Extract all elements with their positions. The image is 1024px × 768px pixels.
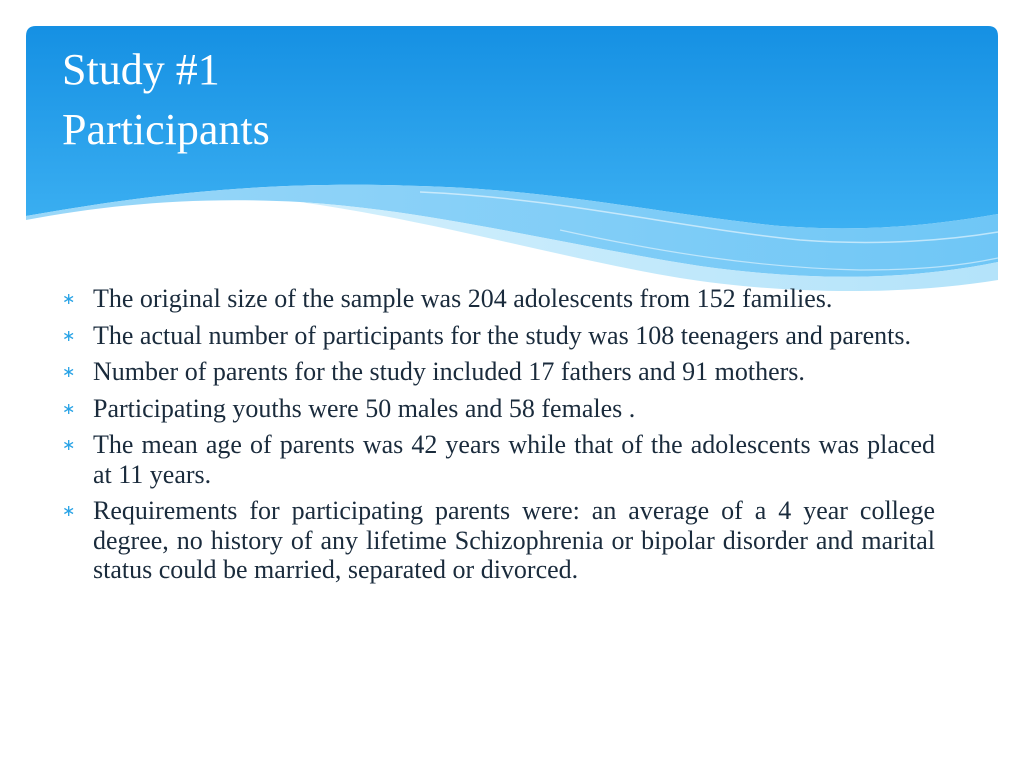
asterisk-bullet-icon: ∗	[62, 362, 76, 381]
title-line-2: Participants	[62, 105, 270, 154]
bullet-text: The original size of the sample was 204 adolescents from 152 families.	[93, 284, 833, 313]
bullet-text: The actual number of participants for the study was 108 teenagers and parents.	[93, 320, 911, 350]
bullet-item	[62, 321, 935, 351]
asterisk-bullet-icon: ∗	[62, 435, 76, 454]
bullet-text: Number of parents for the study included 17 fathers and 91 mothers.	[93, 357, 805, 386]
asterisk-bullet-icon: ∗	[62, 398, 76, 418]
bullet-text: The mean age of parents was 42 years while that of the adolescents was placed at 11 years.	[93, 430, 935, 489]
bullet-item	[62, 430, 935, 489]
title-line-1: Study #1	[62, 45, 220, 94]
asterisk-bullet-icon: ∗	[62, 501, 76, 520]
bullet-text: Requirements for participating parents were: an average of a 4 year college degree, no history of any lifetime Schizophrenia or bipolar disorder and marital status could be married, separated or divorced.	[93, 496, 935, 584]
bullet-item	[62, 496, 935, 585]
bullet-item	[62, 394, 935, 424]
slide-title	[62, 40, 270, 160]
bullet-text: Participating youths were 50 males and 58 females .	[93, 393, 636, 423]
bullet-list	[62, 284, 935, 592]
asterisk-bullet-icon: ∗	[62, 325, 76, 345]
asterisk-bullet-icon: ∗	[62, 289, 76, 308]
bullet-item	[62, 357, 935, 387]
bullet-item	[62, 284, 935, 314]
